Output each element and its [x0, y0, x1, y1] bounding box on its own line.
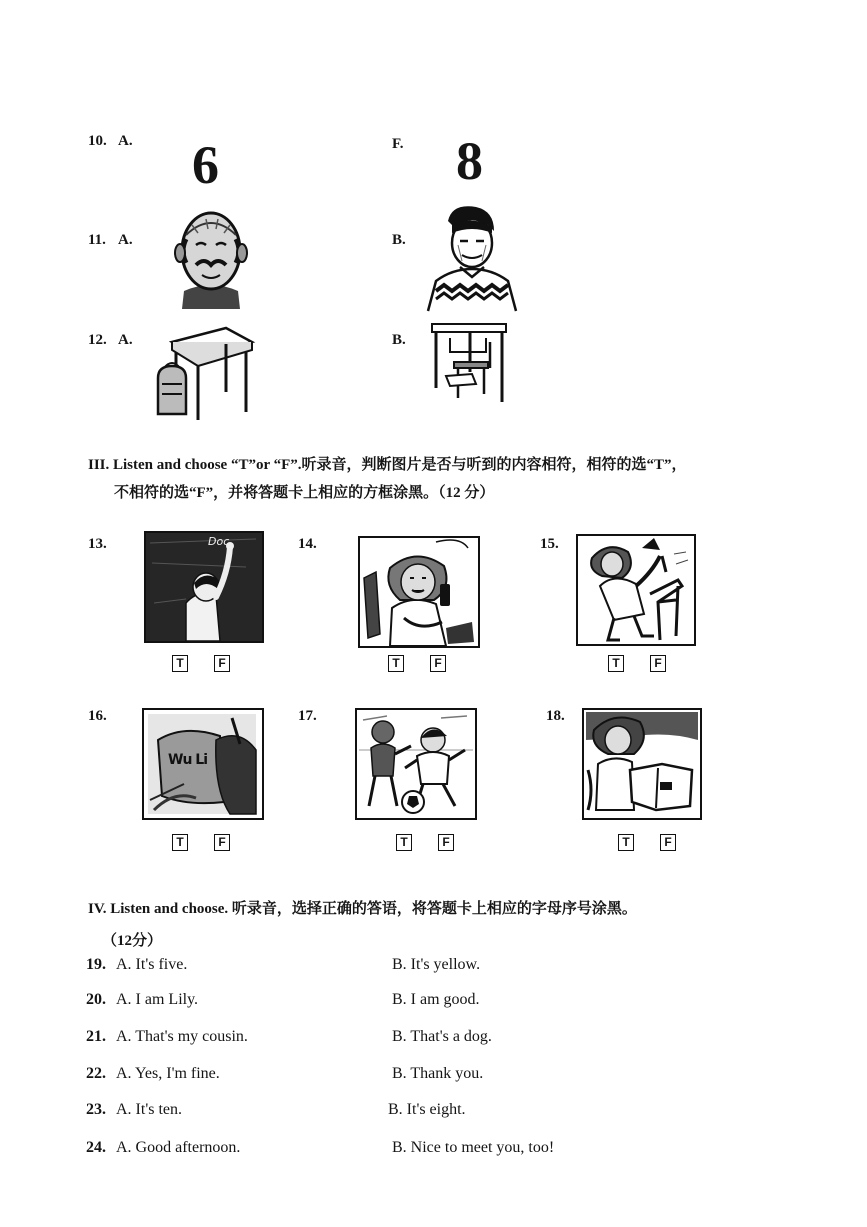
question-10-option-a-number: 6 [192, 135, 219, 195]
question-20-option-a[interactable]: A. I am Lily. [116, 991, 199, 1008]
girl-sitting-down-illustration [578, 536, 694, 644]
question-22-option-a[interactable]: A. Yes, I'm fine. [116, 1065, 220, 1082]
question-15-picture [576, 534, 696, 646]
desk-and-chair-illustration [430, 322, 510, 404]
question-18-t-box[interactable]: T [618, 834, 634, 851]
question-10-option-b-number: 8 [456, 131, 483, 191]
question-11-number: 11. [88, 232, 106, 248]
question-17-number: 17. [298, 708, 317, 724]
question-24-option-a[interactable]: A. Good afternoon. [116, 1139, 241, 1156]
question-18-picture [582, 708, 702, 820]
question-24-row [86, 1139, 240, 1157]
section-4-instruction-line-2: （12分） [102, 933, 163, 949]
question-12-option-b-label: B. [392, 332, 406, 348]
question-12-number: 12. [88, 332, 107, 348]
question-17-picture [355, 708, 477, 820]
question-16-picture [142, 708, 264, 820]
question-19-row [86, 956, 187, 974]
question-13-board-text: Doc [208, 535, 230, 548]
question-15-t-box[interactable]: T [608, 655, 624, 672]
question-23-number: 23. [86, 1101, 106, 1118]
question-18-number: 18. [546, 708, 565, 724]
question-19-number: 19. [86, 956, 106, 973]
question-22-number: 22. [86, 1065, 106, 1082]
question-20-row [86, 991, 198, 1009]
question-11-option-a-label: A. [118, 232, 133, 248]
question-14-number: 14. [298, 536, 317, 552]
question-14-f-box[interactable]: F [430, 655, 446, 672]
question-17-f-box[interactable]: F [438, 834, 454, 851]
writing-on-blackboard-illustration [146, 533, 262, 641]
question-20-number: 20. [86, 991, 106, 1008]
question-10-number: 10. [88, 133, 107, 149]
question-21-row [86, 1028, 248, 1046]
question-12-option-a-label: A. [118, 332, 133, 348]
question-21-number: 21. [86, 1028, 106, 1045]
question-13-f-box[interactable]: F [214, 655, 230, 672]
girl-with-phone-illustration [360, 538, 478, 646]
question-24-option-b[interactable]: B. Nice to meet you, too! [392, 1139, 555, 1156]
question-23-option-b[interactable]: B. It's eight. [388, 1101, 466, 1118]
question-21-option-b[interactable]: B. That's a dog. [392, 1028, 492, 1045]
question-13-t-box[interactable]: T [172, 655, 188, 672]
question-11-option-b-label: B. [392, 232, 406, 248]
question-17-t-box[interactable]: T [396, 834, 412, 851]
question-14-t-box[interactable]: T [388, 655, 404, 672]
question-13-picture [144, 531, 264, 643]
children-playing-football-illustration [357, 710, 475, 818]
question-10-option-a-label: A. [118, 133, 133, 149]
question-19-option-b[interactable]: B. It's yellow. [392, 956, 481, 973]
young-man-sweater-illustration [422, 203, 522, 313]
section-3-instruction-line-2: 不相符的选“F”，并将答题卡上相应的方框涂黑。（12 分） [114, 485, 495, 501]
question-22-option-b[interactable]: B. Thank you. [392, 1065, 484, 1082]
question-10-option-b-label: F. [392, 136, 404, 152]
question-22-row [86, 1065, 220, 1083]
question-21-option-a[interactable]: A. That's my cousin. [116, 1028, 248, 1045]
question-18-f-box[interactable]: F [660, 834, 676, 851]
question-13-number: 13. [88, 536, 107, 552]
question-16-paper-text: Wu Li [168, 752, 208, 768]
question-15-f-box[interactable]: F [650, 655, 666, 672]
question-19-option-a[interactable]: A. It's five. [116, 956, 188, 973]
question-20-option-b[interactable]: B. I am good. [392, 991, 480, 1008]
question-14-picture [358, 536, 480, 648]
question-16-t-box[interactable]: T [172, 834, 188, 851]
question-16-number: 16. [88, 708, 107, 724]
girl-at-desk-illustration [584, 710, 700, 818]
question-24-number: 24. [86, 1139, 106, 1156]
question-15-number: 15. [540, 536, 559, 552]
section-4-instruction-line-1: IV. Listen and choose. 听录音，选择正确的答语，将答题卡上相应的字母序号涂黑。 [88, 901, 637, 917]
desk-with-backpack-illustration [154, 322, 256, 422]
question-23-option-a[interactable]: A. It's ten. [116, 1101, 182, 1118]
old-man-illustration [172, 205, 250, 311]
question-23-row [86, 1101, 182, 1119]
section-3-instruction-line-1: III. Listen and choose “T”or “F”.听录音，判断图片是否与听到的内容相符，相符的选“T”， [88, 457, 687, 473]
question-16-f-box[interactable]: F [214, 834, 230, 851]
